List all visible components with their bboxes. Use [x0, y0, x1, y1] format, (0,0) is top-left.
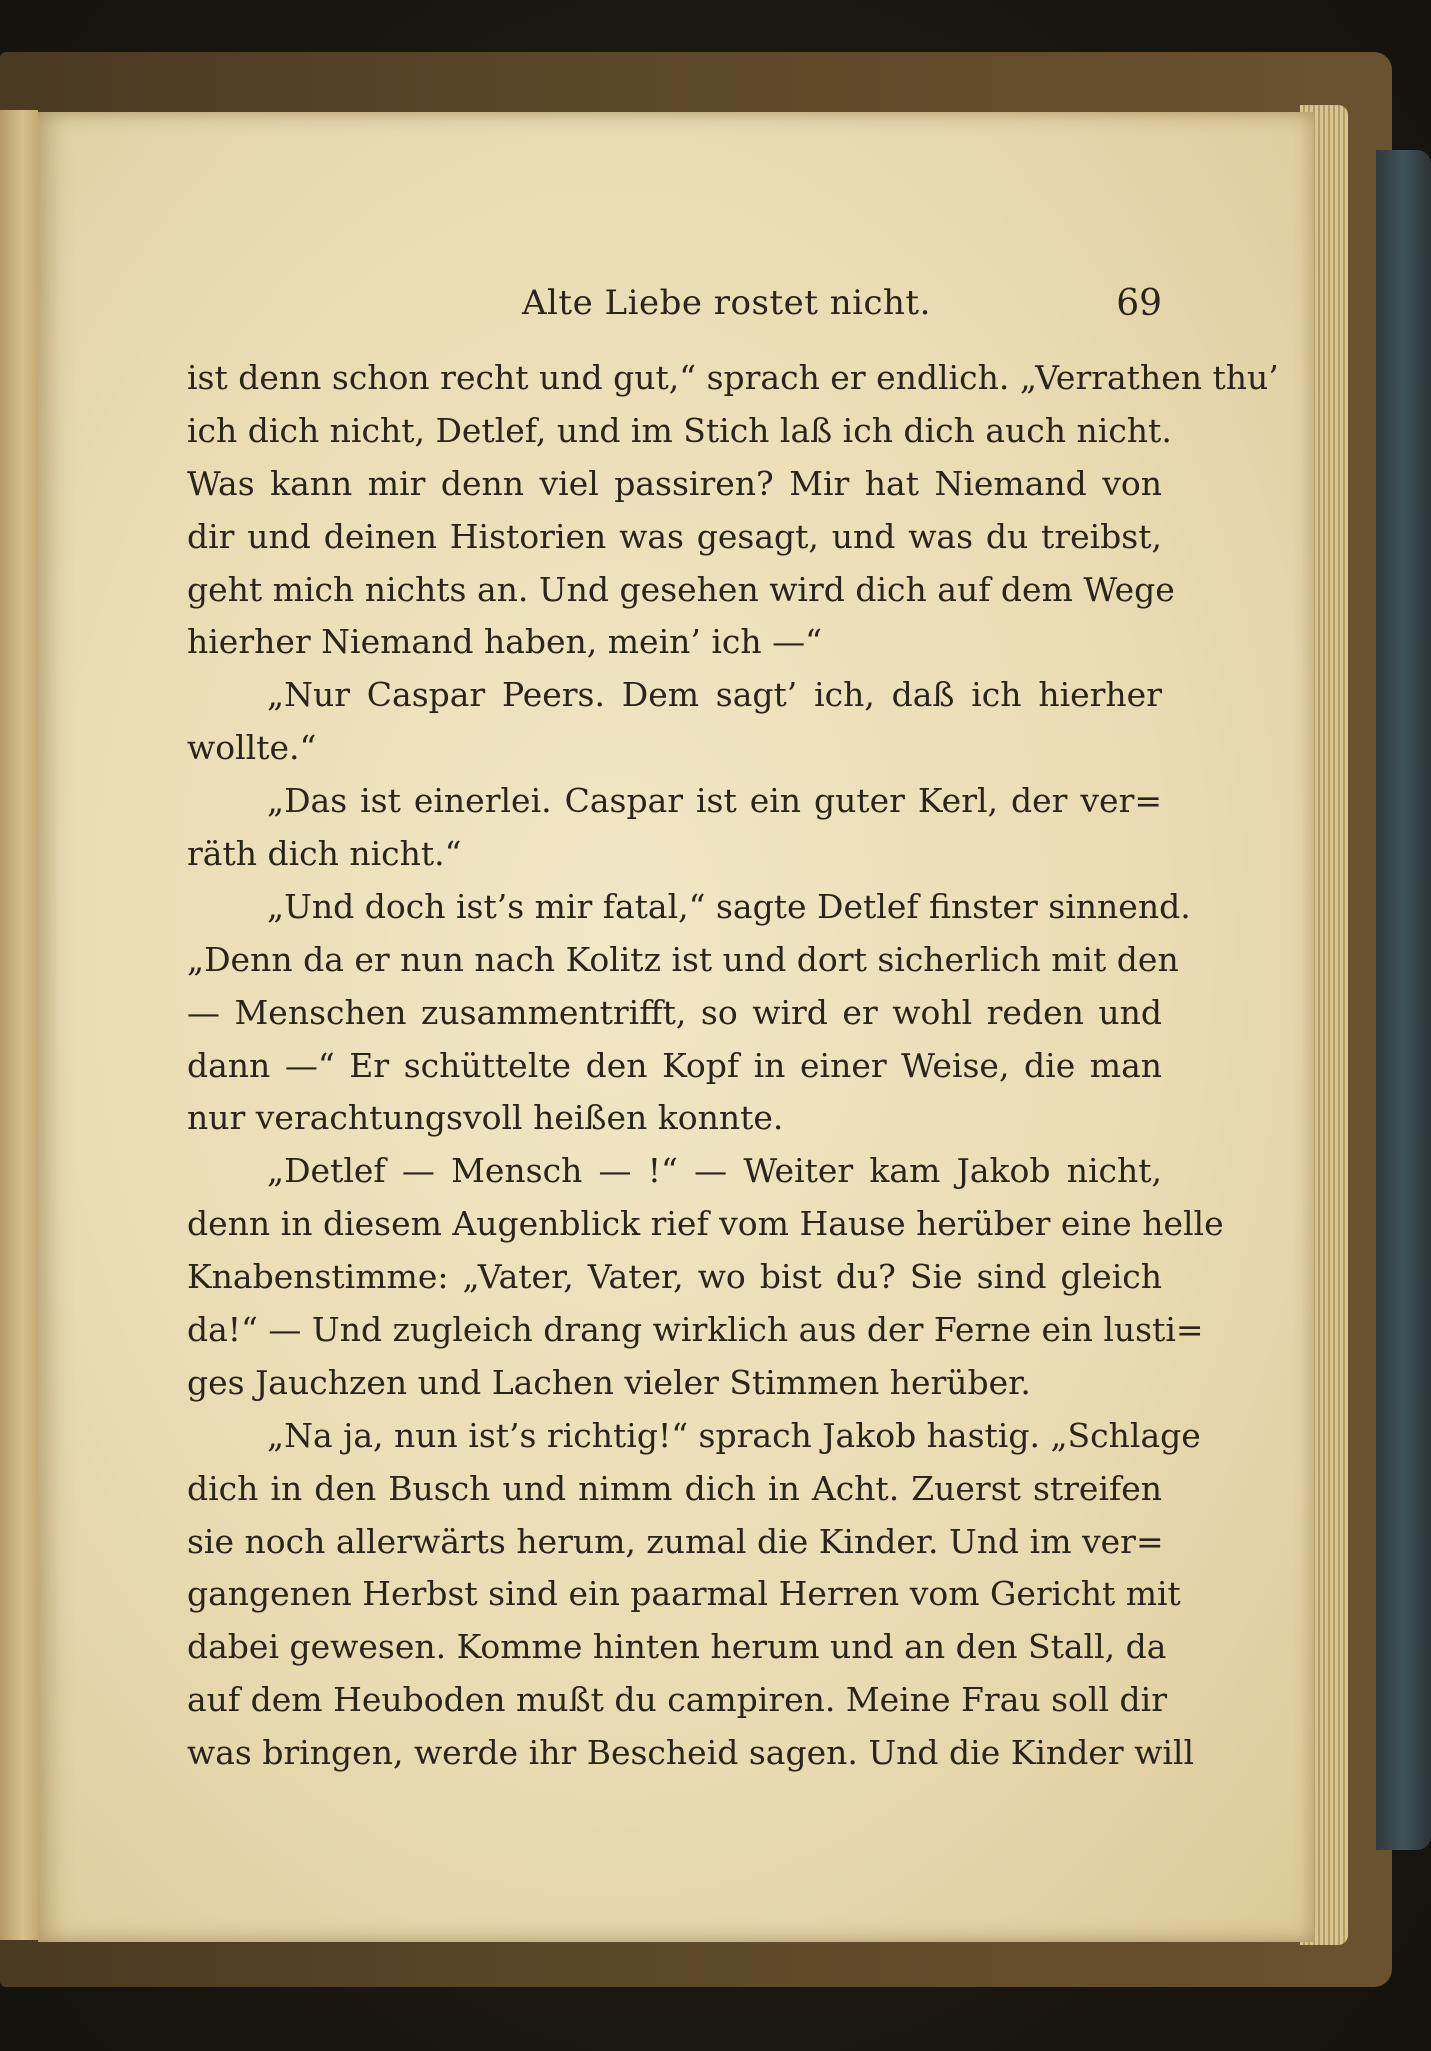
text-line: da!“ — Und zugleich drang wirklich aus der Ferne ein lusti= — [187, 1310, 1204, 1350]
text-line: nur verachtungsvoll heißen konnte. — [187, 1098, 784, 1138]
left-page-edge — [0, 110, 38, 1940]
text-line: dir und deinen Historien was gesagt, und was du treibst, — [187, 516, 1162, 556]
book-spine-edge — [1376, 150, 1431, 1850]
page-number: 69 — [1116, 283, 1162, 324]
text-line: „Das ist einerlei. Caspar ist ein guter Kerl, der ver= — [267, 781, 1162, 821]
text-line: ges Jauchzen und Lachen vieler Stimmen herüber. — [187, 1362, 1031, 1402]
text-line: sie noch allerwärts herum, zumal die Kinder. Und im ver= — [187, 1521, 1164, 1561]
text-line: dann —“ Er schüttelte den Kopf in einer Weise, die man — [187, 1045, 1162, 1085]
text-line: „Und doch ist’s mir fatal,“ sagte Detlef finster sinnend. — [267, 886, 1191, 926]
text-line: — Menschen zusammentrifft, so wird er wohl reden und — [187, 992, 1162, 1032]
text-line: was bringen, werde ihr Bescheid sagen. Und die Kinder will — [187, 1733, 1195, 1773]
text-line: „Detlef — Mensch — !“ — Weiter kam Jakob nicht, — [267, 1151, 1162, 1191]
text-line: ich dich nicht, Detlef, und im Stich laß ich dich auch nicht. — [187, 410, 1172, 450]
running-title: Alte Liebe rostet nicht. — [522, 283, 931, 323]
text-line: Was kann mir denn viel passiren? Mir hat Niemand von — [187, 463, 1162, 503]
text-line: dich in den Busch und nimm dich in Acht. Zuerst streifen — [187, 1468, 1162, 1508]
body-text — [187, 352, 1279, 1780]
text-line: gangenen Herbst sind ein paarmal Herren vom Gericht mit — [187, 1574, 1181, 1614]
text-line: Knabenstimme: „Vater, Vater, wo bist du? Sie sind gleich — [187, 1257, 1162, 1297]
text-line: geht mich nichts an. Und gesehen wird dich auf dem Wege — [187, 569, 1175, 609]
text-line: „Na ja, nun ist’s richtig!“ sprach Jakob hastig. „Schlage — [267, 1415, 1201, 1455]
text-line: ist denn schon recht und gut,“ sprach er endlich. „Verrathen thu’ — [187, 358, 1279, 397]
text-line: „Nur Caspar Peers. Dem sagt’ ich, daß ich hierher — [267, 675, 1162, 715]
page-header — [187, 283, 1162, 333]
text-line: dabei gewesen. Komme hinten herum und an den Stall, da — [187, 1627, 1167, 1667]
text-line: auf dem Heuboden mußt du campiren. Meine Frau soll dir — [187, 1680, 1167, 1720]
text-line: denn in diesem Augenblick rief vom Hause herüber eine helle — [187, 1204, 1224, 1244]
text-line: räth dich nicht.“ — [187, 834, 462, 874]
text-line: „Denn da er nun nach Kolitz ist und dort sicherlich mit den — [187, 939, 1179, 979]
text-line: hierher Niemand haben, mein’ ich —“ — [187, 622, 823, 662]
text-line: wollte.“ — [187, 728, 317, 768]
